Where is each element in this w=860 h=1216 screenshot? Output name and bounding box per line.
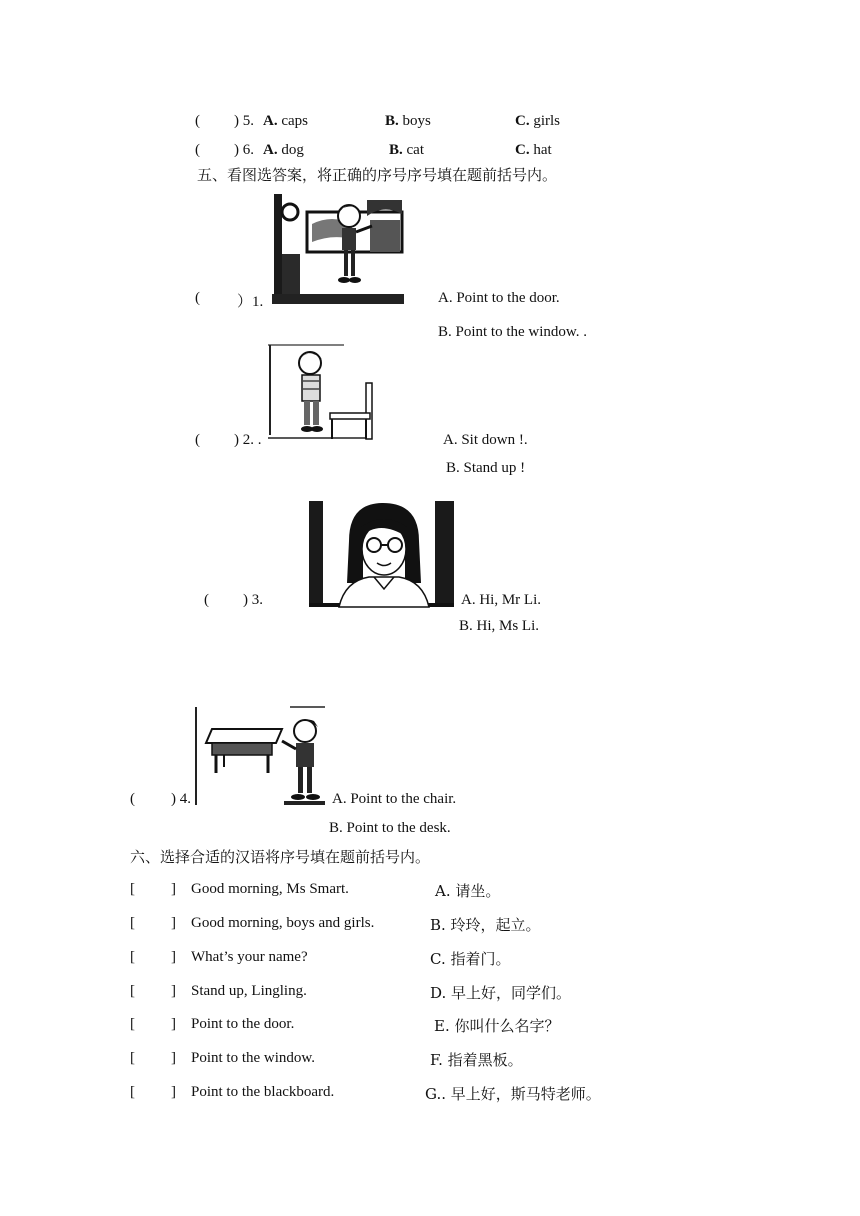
english-phrase: Point to the window. [191, 1050, 316, 1066]
option-a: A. Point to the chair. [332, 791, 457, 807]
option-a: A. caps [263, 113, 308, 129]
chinese-option: E. 你叫什么名字？ [434, 1017, 560, 1035]
bracket-close: ] [171, 915, 176, 931]
option-b: B. Point to the window. . [438, 324, 588, 340]
question-number: ) 3. [243, 592, 263, 608]
chinese-option: B. 玲玲，起立。 [430, 916, 541, 934]
section6-title: 六、选择合适的汉语将序号填在题前括号内。 [130, 848, 431, 866]
option-a: A. Hi, Mr Li. [461, 592, 541, 608]
answer-paren[interactable]: ( [130, 791, 135, 807]
bracket-open[interactable]: [ [130, 1050, 135, 1066]
english-phrase: Point to the blackboard. [191, 1084, 335, 1100]
chinese-option: F. 指着黑板。 [430, 1051, 523, 1069]
answer-paren[interactable]: ( [195, 290, 200, 306]
option-c: C. girls [515, 113, 561, 129]
boy-beside-chair-picture [268, 345, 376, 441]
question-number: ）1. [237, 294, 264, 310]
answer-paren[interactable]: ( [195, 142, 200, 158]
bracket-close: ] [171, 983, 176, 999]
bracket-close: ] [171, 949, 176, 965]
english-phrase: What’s your name? [191, 949, 308, 965]
option-a: A. Sit down !. [443, 432, 528, 448]
option-b: B. Stand up ! [446, 460, 526, 476]
question-number: ) 2. . [234, 432, 262, 448]
option-b: B. Point to the desk. [329, 820, 451, 836]
boy-pointing-desk-picture [194, 707, 325, 805]
bracket-open[interactable]: [ [130, 949, 135, 965]
bracket-open[interactable]: [ [130, 983, 135, 999]
bracket-close: ] [171, 1016, 176, 1032]
boy-pointing-window-picture [272, 194, 404, 304]
answer-paren[interactable]: ( [204, 592, 209, 608]
bracket-close: ] [171, 1050, 176, 1066]
bracket-open[interactable]: [ [130, 1084, 135, 1100]
chinese-option: C. 指着门。 [430, 950, 511, 968]
chinese-option: A. 请坐。 [435, 882, 501, 900]
bracket-open[interactable]: [ [130, 915, 135, 931]
english-phrase: Stand up, Lingling. [191, 983, 307, 999]
bracket-open[interactable]: [ [130, 881, 135, 897]
english-phrase: Good morning, Ms Smart. [191, 881, 349, 897]
question-number: ) 4. [171, 791, 191, 807]
woman-teacher-picture [309, 501, 454, 607]
item-number: ) 5. [234, 113, 254, 129]
chinese-option: D. 早上好，同学们。 [430, 984, 572, 1002]
option-b: B. cat [389, 142, 424, 158]
option-a: A. Point to the door. [438, 290, 560, 306]
option-b: B. Hi, Ms Li. [459, 618, 540, 634]
section5-title: 五、看图选答案，将正确的序号序号填在题前括号内。 [197, 166, 558, 184]
english-phrase: Point to the door. [191, 1016, 295, 1032]
bracket-close: ] [171, 1084, 176, 1100]
answer-paren[interactable]: ( [195, 432, 200, 448]
bracket-open[interactable]: [ [130, 1016, 135, 1032]
english-phrase: Good morning, boys and girls. [191, 915, 375, 931]
bracket-close: ] [171, 881, 176, 897]
option-c: C. hat [515, 142, 552, 158]
answer-paren[interactable]: ( [195, 113, 200, 129]
chinese-option: G.. 早上好，斯马特老师。 [425, 1085, 601, 1103]
item-number: ) 6. [234, 142, 254, 158]
option-a: A. dog [263, 142, 304, 158]
option-b: B. boys [385, 113, 431, 129]
